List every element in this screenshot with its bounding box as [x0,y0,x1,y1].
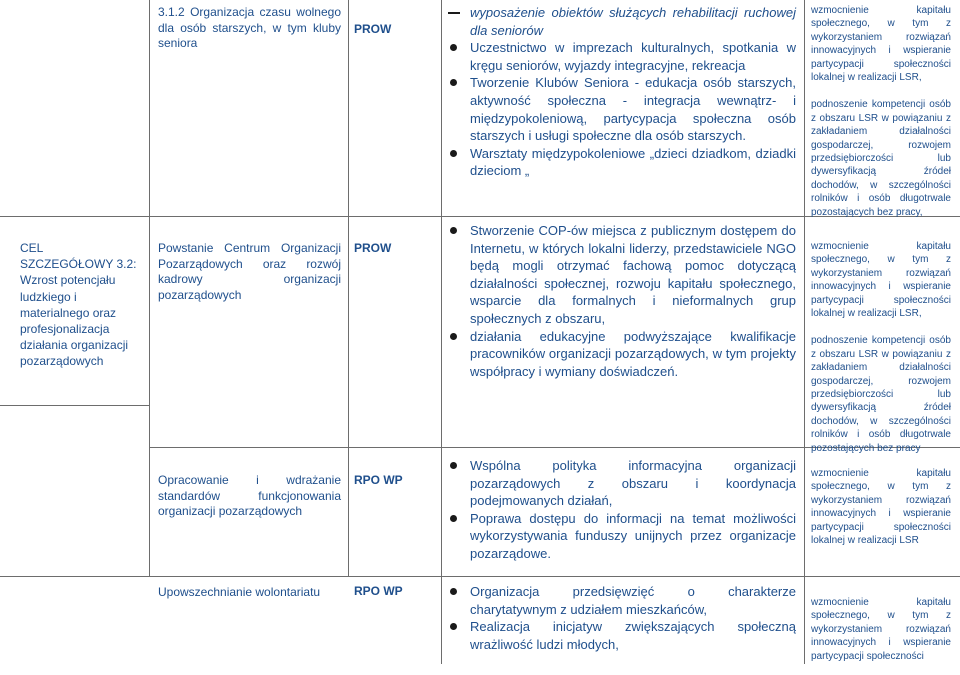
effects-cell [811,4,951,231]
bullet-icon [450,79,457,86]
bullet-icon [450,623,457,630]
task-cell: 3.1.2 Organizacja czasu wolnego dla osób starszych, w tym kluby seniora [158,5,341,51]
goal-text: CEL SZCZEGÓŁOWY 3.2: Wzrost potencjału ludzkiego i materialnego oraz profesjonalizacja działania organizacji pozarządowych [20,241,137,369]
grid-line [0,216,149,217]
bullet-icon [450,333,457,340]
actions-cell [448,583,796,653]
grid-line [0,405,149,406]
action-item: Realizacja inicjatyw zwiększających społeczną wrażliwość ludzi młodych, [448,618,796,653]
bullet-icon [450,44,457,51]
effect-item: podnoszenie kompetencji osób z obszaru LSR w powiązaniu z zakładaniem działalności gospodarczej, rozwojem przedsiębiorczości lub dywersyfikacją źródeł dochodów, w szczególności rolników i osób długotrwale pozostających bez pracy, [811,99,951,218]
action-item: Organizacja przedsięwzięć o charakterze charytatywnym z udziałem mieszkańców, [448,583,796,618]
actions-cell [448,457,796,563]
bullet-icon [450,588,457,595]
actions-cell [448,222,796,380]
bullet-icon [450,227,457,234]
bullet-icon [450,150,457,157]
grid-line [804,0,805,664]
action-item: Warsztaty międzypokoleniowe „dzieci dziadkom, dziadki dzieciom „ [448,145,796,180]
responsible-cell: PROW [354,22,392,36]
grid-line [149,0,150,576]
action-item: Wspólna polityka informacyjna organizacji pozarządowych z obszaru i koordynacja podejmowanych działań, [448,457,796,510]
effects-cell [811,240,951,467]
grid-line [348,0,349,576]
effect-item: wzmocnienie kapitału społecznego, w tym z wykorzystaniem rozwiązań innowacyjnych i wspieranie partycypacji społeczności lokalnej w realizacji LSR [811,468,951,547]
action-item: Stworzenie COP-ów miejsca z publicznym dostępem do Internetu, w których lokalni liderzy, przedstawiciele NGO będą mogli otrzymać fachową pomoc dotyczącą działalności społecznej, rozwoju kapitału społecznego, wsparcie dla formalnych i nieformalnych grup społecznych z obszaru, [448,222,796,328]
effect-item: wzmocnienie kapitału społecznego, w tym z wykorzystaniem rozwiązań innowacyjnych i wspieranie partycypacji społeczności [811,597,951,662]
action-item: Uczestnictwo w imprezach kulturalnych, spotkania w kręgu seniorów, wyjazdy integracyjne, rekreacja [448,39,796,74]
actions-cell [448,4,796,180]
bullet-icon [450,515,457,522]
task-cell: Opracowanie i wdrażanie standardów funkcjonowania organizacji pozarządowych [158,473,341,519]
action-item: wyposażenie obiektów służących rehabilitacji ruchowej dla seniorów [448,4,796,39]
effect-item: wzmocnienie kapitału społecznego, w tym z wykorzystaniem rozwiązań innowacyjnych i wspieranie partycypacji społeczności lokalnej w realizacji LSR, [811,241,951,320]
grid-line [0,576,960,577]
dash-icon [448,12,460,14]
effect-item: wzmocnienie kapitału społecznego, w tym z wykorzystaniem rozwiązań innowacyjnych i wspieranie partycypacji społeczności lokalnej w realizacji LSR, [811,5,951,84]
responsible-cell: RPO WP [354,584,403,598]
responsible-cell: RPO WP [354,473,403,487]
responsible-cell: PROW [354,241,392,255]
effects-cell [811,596,951,675]
action-item: Poprawa dostępu do informacji na temat możliwości wykorzystywania funduszy unijnych przez organizacje pozarządowe. [448,510,796,563]
task-cell: Powstanie Centrum Organizacji Pozarządowych oraz rozwój kadrowy organizacji pozarządowych [158,241,341,302]
bullet-icon [450,462,457,469]
effect-item: podnoszenie kompetencji osób z obszaru LSR w powiązaniu z zakładaniem działalności gospodarczej, rozwojem przedsiębiorczości lub dywersyfikacją źródeł dochodów, w szczególności rolników i osób długotrwale pozostających bez pracy [811,335,951,454]
effects-cell [811,467,951,559]
task-cell: Upowszechnianie wolontariatu [158,585,321,599]
action-item: Tworzenie Klubów Seniora - edukacja osób starszych, aktywność społeczna - integracja wewnątrz- i międzypokoleniową, partycypacja społeczna osób starszych i usługi społeczne dla osób starszych. [448,74,796,144]
grid-line [441,0,442,664]
action-item: działania edukacyjne podwyższające kwalifikacje pracowników organizacji pozarządowych, w tym projekty współpracy i wymiany doświadczeń. [448,328,796,381]
